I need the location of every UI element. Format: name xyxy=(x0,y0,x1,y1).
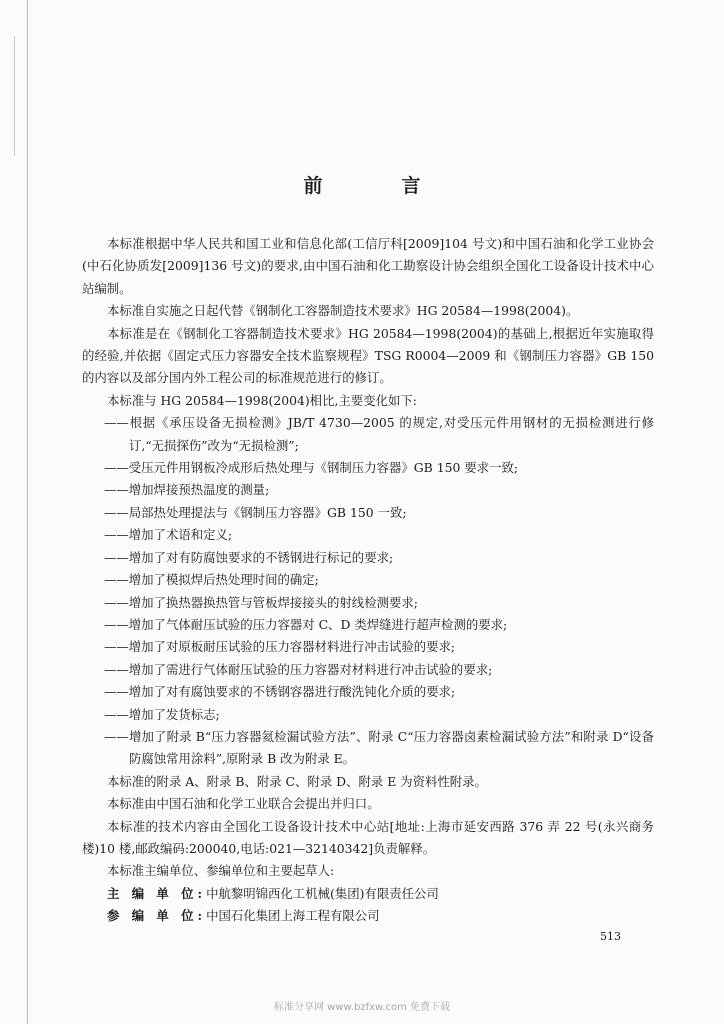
document-body xyxy=(82,233,654,928)
page-number: 513 xyxy=(600,930,621,943)
change-item: ——受压元件用钢板冷成形后热处理与《钢制压力容器》GB 150 要求一致; xyxy=(104,460,519,476)
participant-organization-value: 中国石化集团上海工程有限公司 xyxy=(206,908,380,924)
change-item: ——根据《承压设备无损检测》JB/T 4730—2005 的规定,对受压元件用钢材的无损检测进行修订,“无损探伤”改为“无损检测”; xyxy=(104,415,654,453)
participant-organization xyxy=(82,905,654,927)
chief-organization-value: 中航黎明锦西化工机械(集团)有限责任公司 xyxy=(206,885,439,901)
outro-paragraph: 本标准由中国石油和化学工业联合会提出并归口。 xyxy=(107,796,380,812)
chief-organization xyxy=(82,883,654,905)
outro-paragraph: 本标准主编单位、参编单位和主要起草人: xyxy=(107,863,335,879)
change-item: ——增加了气体耐压试验的压力容器对 C、D 类焊缝进行超声检测的要求; xyxy=(104,616,508,632)
intro-paragraph: 本标准自实施之日起代替《钢制化工容器制造技术要求》HG 20584—1998(2004)。 xyxy=(107,303,579,319)
scan-edge-line-secondary xyxy=(14,36,15,156)
change-item: ——增加了换热器换热管与管板焊接接头的射线检测要求; xyxy=(104,594,418,610)
change-item: ——增加了术语和定义; xyxy=(104,527,233,543)
footer-watermark: 标准分享网 www.bzfxw.com 免费下载 xyxy=(274,1002,450,1013)
change-item: ——增加了附录 B“压力容器氦检漏试验方法”、附录 C“压力容器卤素检漏试验方法”和附录 D“设备防腐蚀常用涂料”,原附录 B 改为附录 E。 xyxy=(104,728,654,767)
page-title: 前 言 xyxy=(303,175,451,197)
change-item: ——增加了模拟焊后热处理时间的确定; xyxy=(104,572,319,588)
chief-organization-label: 主 编 单 位: xyxy=(107,885,207,901)
change-item: ——局部热处理提法与《钢制压力容器》GB 150 一致; xyxy=(104,504,407,520)
intro-paragraph: 本标准是在《钢制化工容器制造技术要求》HG 20584—1998(2004)的基础上,根据近年实施取得的经验,并依据《固定式压力容器安全技术监察规程》TSG R0004—2009 和《钢制压力容器》GB 150 的内容以及部分国内外工程公司的标准规范进行的修订。 xyxy=(82,325,654,386)
participant-organization-label: 参 编 单 位: xyxy=(107,908,207,924)
change-item: ——增加了对有防腐蚀要求的不锈钢进行标记的要求; xyxy=(104,549,394,565)
outro-paragraph: 本标准的附录 A、附录 B、附录 C、附录 D、附录 E 为资料性附录。 xyxy=(107,773,487,789)
scan-edge-line xyxy=(27,0,28,1024)
change-item: ——增加了对原板耐压试验的压力容器材料进行冲击试验的要求; xyxy=(104,639,456,655)
intro-paragraph: 本标准根据中华人民共和国工业和信息化部(工信厅科[2009]104 号文)和中国石油和化学工业协会(中石化协质发[2009]136 号文)的要求,由中国石油和化工勘察设计协会组织全国化工设备设计技术中心站编制。 xyxy=(82,236,654,296)
change-item: ——增加焊接预热温度的测量; xyxy=(104,482,270,498)
change-item: ——增加了对有腐蚀要求的不锈钢容器进行酸洗钝化介质的要求; xyxy=(104,684,456,700)
outro-paragraph: 本标准的技术内容由全国化工设备设计技术中心站[地址:上海市延安西路 376 弄 22 号(永兴商务楼)10 楼,邮政编码:200040,电话:021—32140342]负责解释。 xyxy=(82,818,654,856)
change-item: ——增加了发货标志; xyxy=(104,706,220,722)
intro-paragraph: 本标准与 HG 20584—1998(2004)相比,主要变化如下: xyxy=(107,392,417,408)
change-item: ——增加了需进行气体耐压试验的压力容器对材料进行冲击试验的要求; xyxy=(104,661,493,677)
